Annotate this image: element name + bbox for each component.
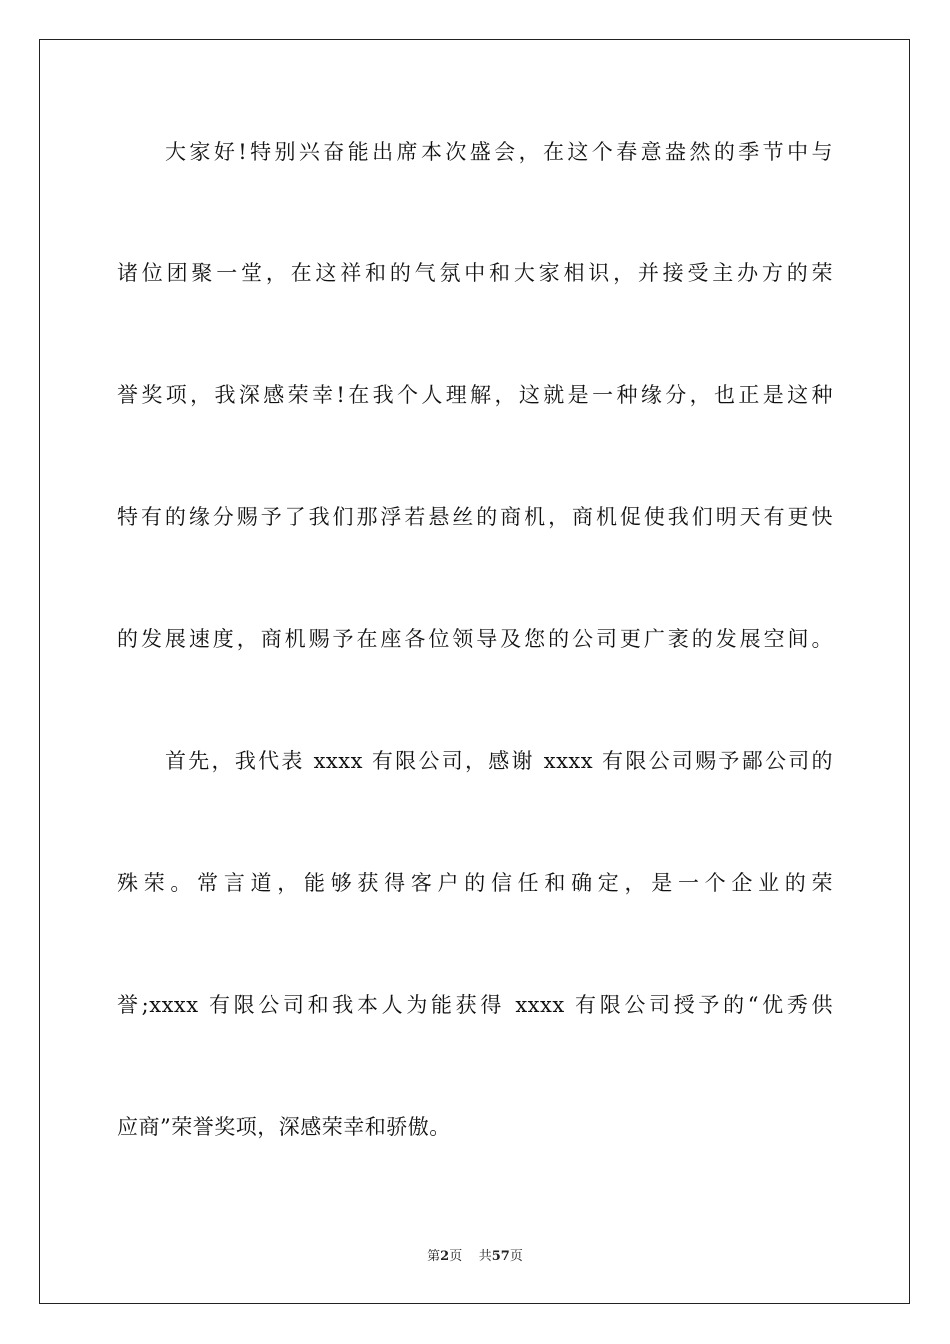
paragraph-1-line-4: 特有的缘分赐予了我们那浮若悬丝的商机，商机促使我们明天有更快: [117, 505, 833, 529]
total-prefix: 共: [478, 1249, 492, 1264]
paragraph-1-line-3: 誉奖项，我深感荣幸!在我个人理解，这就是一种缘分，也正是这种: [117, 383, 833, 407]
page-suffix: 页: [449, 1249, 463, 1264]
total-suffix: 页: [509, 1249, 523, 1264]
paragraph-2-line-2: 殊荣。常言道，能够获得客户的信任和确定，是一个企业的荣: [117, 871, 833, 895]
paragraph-2-line-1: 首先，我代表 xxxx 有限公司，感谢 xxxx 有限公司赐予鄙公司的: [165, 749, 833, 773]
total-page-count: 57: [491, 1249, 510, 1264]
page-footer: [0, 1248, 950, 1266]
paragraph-1-line-5: 的发展速度，商机赐予在座各位领导及您的公司更广袤的发展空间。: [117, 627, 833, 651]
paragraph-1-line-2: 诸位团聚一堂，在这祥和的气氛中和大家相识，并接受主办方的荣: [117, 261, 833, 285]
paragraph-1-line-1: 大家好!特别兴奋能出席本次盛会，在这个春意盎然的季节中与: [165, 140, 833, 164]
paragraph-2-line-3: 誉;xxxx 有限公司和我本人为能获得 xxxx 有限公司授予的“优秀供: [117, 993, 833, 1017]
current-page-number: 2: [440, 1249, 450, 1264]
page-prefix: 第: [427, 1249, 441, 1264]
paragraph-2-line-4: 应商”荣誉奖项，深感荣幸和骄傲。: [117, 1115, 451, 1139]
